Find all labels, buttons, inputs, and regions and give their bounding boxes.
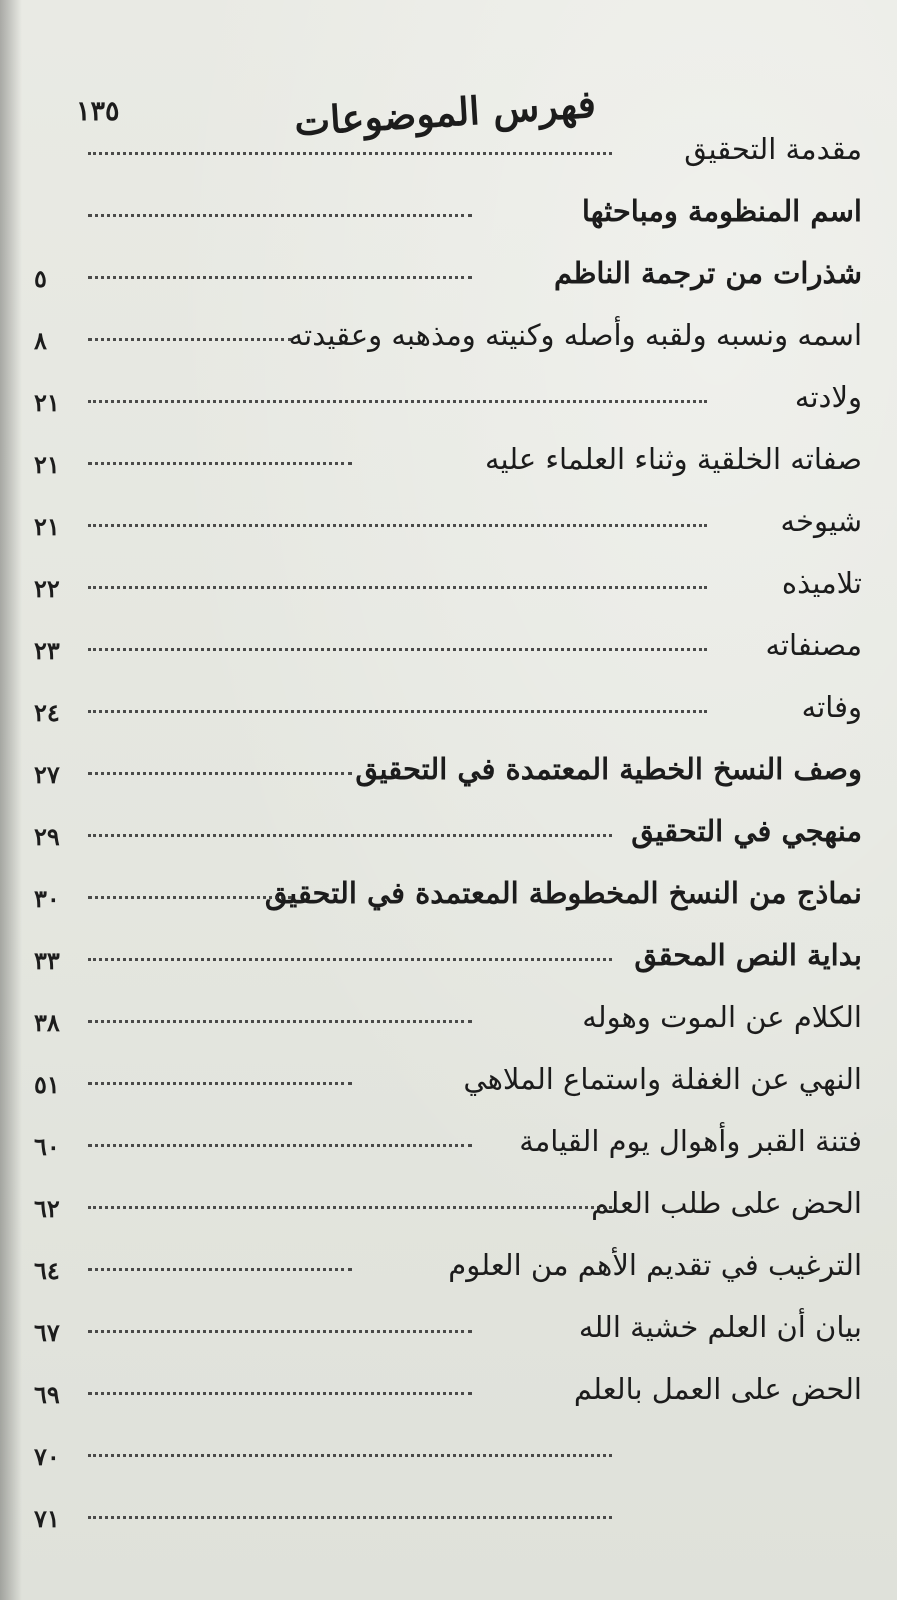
toc-row: [34, 246, 872, 298]
toc-entry-page: ٢٧: [34, 760, 60, 789]
leader-dots: [88, 896, 292, 899]
toc-row: [34, 618, 872, 670]
toc-row: [34, 184, 872, 236]
toc-entry-title: اسم المنظومة ومباحثها: [581, 194, 862, 228]
toc-entry-title: الكلام عن الموت وهوله: [582, 1000, 862, 1034]
toc-entry-title: مصنفاته: [765, 628, 862, 662]
toc-entry-title: شيوخه: [780, 504, 862, 538]
toc-row: [34, 1424, 872, 1476]
leader-dots: [88, 710, 707, 713]
toc-entry-title: بداية النص المحقق: [634, 938, 862, 972]
toc-row: [34, 1362, 872, 1414]
toc-entry-page: ٥١: [34, 1070, 60, 1099]
toc-entry-page: ٢٢: [34, 574, 60, 603]
toc-row: [34, 990, 872, 1042]
toc-entry-page: ٦٩: [34, 1380, 60, 1409]
toc-entry-page: ٢١: [34, 450, 60, 479]
toc-row: [34, 680, 872, 732]
toc-row: [34, 1052, 872, 1104]
leader-dots: [88, 1330, 472, 1333]
toc-entry-page: ٧١: [34, 1504, 60, 1533]
toc-entry-page: ٢٤: [34, 698, 60, 727]
toc-entry-title: النهي عن الغفلة واستماع الملاهي: [463, 1062, 862, 1096]
leader-dots: [88, 1082, 352, 1085]
toc-entry-title: الترغيب في تقديم الأهم من العلوم: [448, 1248, 862, 1282]
toc-row: [34, 928, 872, 980]
leader-dots: [88, 400, 707, 403]
page-number: ١٣٥: [76, 96, 120, 127]
leader-dots: [88, 338, 292, 341]
toc-entry-page: ٨: [34, 326, 47, 355]
toc-entry-title: وصف النسخ الخطية المعتمدة في التحقيق: [355, 752, 862, 786]
toc-entry-title: وفاته: [801, 690, 862, 724]
toc-entry-page: ٦٤: [34, 1256, 60, 1285]
toc-entry-page: ٣٣: [34, 946, 60, 975]
leader-dots: [88, 1144, 472, 1147]
toc-entry-page: ٢٩: [34, 822, 60, 851]
leader-dots: [88, 834, 612, 837]
toc-row: [34, 1300, 872, 1352]
page-title: فهرس الموضوعات: [292, 80, 598, 145]
leader-dots: [88, 276, 472, 279]
toc-entry-title: شذرات من ترجمة الناظم: [554, 256, 862, 290]
toc-row: [34, 494, 872, 546]
leader-dots: [88, 524, 707, 527]
leader-dots: [88, 1020, 472, 1023]
leader-dots: [88, 772, 352, 775]
toc-row: [34, 308, 872, 360]
leader-dots: [88, 152, 612, 155]
toc-entry-page: ٢١: [34, 388, 60, 417]
toc-row: [34, 1114, 872, 1166]
leader-dots: [88, 1454, 612, 1457]
leader-dots: [88, 1268, 352, 1271]
leader-dots: [88, 958, 612, 961]
toc-entry-page: ٦٠: [34, 1132, 60, 1161]
page-edge-shadow: [0, 0, 22, 1600]
toc-entry-page: ٥: [34, 264, 47, 293]
toc-entry-page: ٣٠: [34, 884, 60, 913]
toc-entry-title: ولادته: [794, 380, 862, 414]
toc-row: [34, 866, 872, 918]
toc-entry-page: ٣٨: [34, 1008, 60, 1037]
toc-entry-page: ٢١: [34, 512, 60, 541]
toc-row: [34, 370, 872, 422]
leader-dots: [88, 462, 352, 465]
leader-dots: [88, 214, 472, 217]
toc-row: [34, 432, 872, 484]
toc-entry-title: منهجي في التحقيق: [631, 814, 862, 848]
toc-row: [34, 742, 872, 794]
toc-entry-title: اسمه ونسبه ولقبه وأصله وكنيته ومذهبه وعقيدته: [288, 318, 862, 352]
leader-dots: [88, 648, 707, 651]
toc-entry-title: مقدمة التحقيق: [684, 132, 862, 166]
toc-entry-page: ٧٠: [34, 1442, 60, 1471]
toc-entry-page: ٢٣: [34, 636, 60, 665]
toc-entry-title: تلاميذه: [781, 566, 862, 600]
toc-row: [34, 1238, 872, 1290]
toc-row: [34, 1176, 872, 1228]
toc-entry-page: ٦٧: [34, 1318, 60, 1347]
toc-entry-title: نماذج من النسخ المخطوطة المعتمدة في التحقيق: [264, 876, 862, 910]
table-of-contents: [34, 122, 872, 1548]
toc-entry-page: ٦٢: [34, 1194, 60, 1223]
toc-entry-title: فتنة القبر وأهوال يوم القيامة: [519, 1124, 862, 1158]
leader-dots: [88, 1206, 612, 1209]
toc-row: [34, 556, 872, 608]
toc-entry-title: بيان أن العلم خشية الله: [578, 1310, 862, 1344]
toc-row: [34, 122, 872, 174]
toc-entry-title: الحض على العمل بالعلم: [573, 1372, 862, 1406]
toc-entry-title: الحض على طلب العلم: [591, 1186, 862, 1220]
toc-row: [34, 1486, 872, 1538]
toc-row: [34, 804, 872, 856]
leader-dots: [88, 1516, 612, 1519]
toc-entry-title: صفاته الخلقية وثناء العلماء عليه: [484, 442, 862, 476]
leader-dots: [88, 586, 707, 589]
leader-dots: [88, 1392, 472, 1395]
